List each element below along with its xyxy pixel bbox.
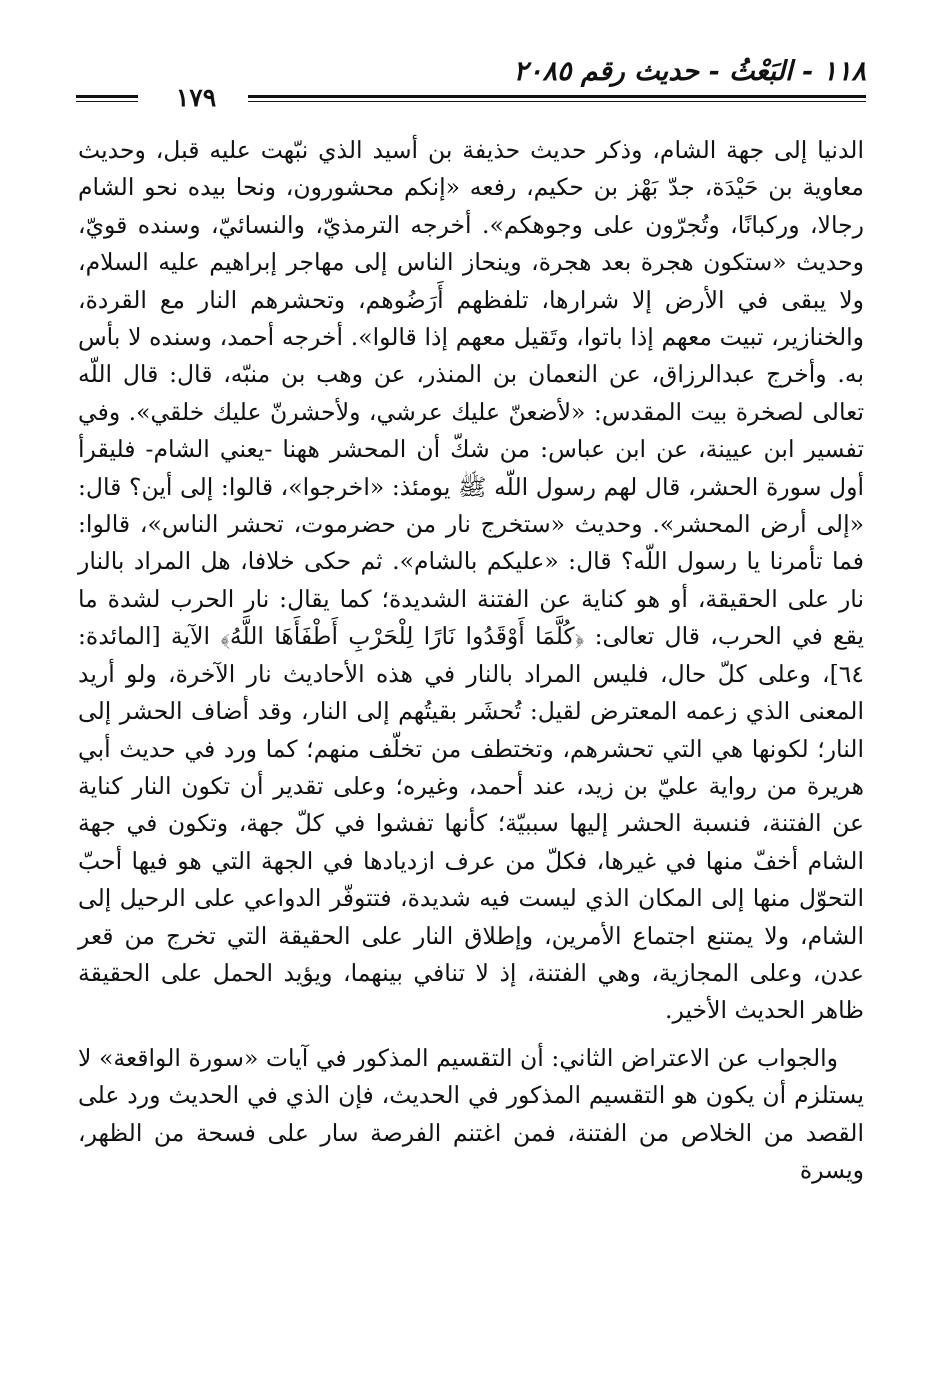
page-number: ١٧٩ — [175, 83, 217, 112]
paragraph-2: والجواب عن الاعتراض الثاني: أن التقسيم المذكور في آيات «سورة الواقعة» لا يستلزم أن يكون هو التقسيم المذكور في الحديث، فإن الذي في الحديث ورد على القصد من الخلاص من الفتنة، فمن اغتنم الفرصة سار على فسحة من الظهر، ويسرة — [78, 1043, 864, 1184]
header-rule-right-line — [248, 95, 866, 102]
body-text — [78, 132, 864, 1189]
running-title: ١١٨ - البَعْثُ - حديث رقم ٢٠٨٥ — [513, 56, 866, 87]
header-rule-left-line — [76, 95, 138, 102]
paragraph-1: الدنيا إلى جهة الشام، وذكر حديث حذيفة بن أسيد الذي نبّهت عليه قبل، وحديث معاوية بن حَيْدَة، جدّ بَهْز بن حكيم، رفعه «إنكم محشورون، ونحا بيده نحو الشام رجالا، وركبانًا، وتُجرّون على وجوهكم». أخرجه الترمذيّ، والنسائيّ، وسنده قويّ، وحديث «ستكون هجرة بعد هجرة، وينحاز الناس إلى مهاجر إبراهيم عليه السلام، ولا يبقى في الأرض إلا شرارها، تلفظهم أَرَضُوهم، وتحشرهم النار مع القردة، والخنازير، تبيت معهم إذا باتوا، وتَقيل معهم إذا قالوا». أخرجه أحمد، وسنده لا بأس به. وأخرج عبدالرزاق، عن النعمان بن المنذر، عن وهب بن منبّه، قال: قال اللّه تعالى لصخرة بيت المقدس: «لأضعنّ عليك عرشي، ولأحشرنّ عليك خلقي». وفي تفسير ابن عيينة، عن ابن عباس: من شكّ أن المحشر ههنا -يعني الشام- فليقرأ أول سورة الحشر، قال لهم رسول اللّه ﷺ يومئذ: «اخرجوا»، قالوا: إلى أين؟ قال: «إلى أرض المحشر». وحديث «ستخرج نار من حضرموت، تحشر الناس»، قالوا: فما تأمرنا يا رسول اللّه؟ قال: «عليكم بالشام». ثم حكى خلافا، هل المراد بالنار نار على الحقيقة، أو هو كناية عن الفتنة الشديدة؛ كما يقال: نار الحرب لشدة ما يقع في الحرب، قال تعالى: ﴿كُلَّمَا أَوْقَدُوا نَارًا لِلْحَرْبِ أَطْفَأَهَا اللَّهُ﴾ الآية [المائدة: ٦٤]، وعلى كلّ حال، فليس المراد بالنار في هذه الأحاديث نار الآخرة، ولو أريد المعنى الذي زعمه المعترض لقيل: تُحشَر بقيتُهم إلى النار، وقد أضاف الحشر إلى النار؛ لكونها هي التي تحشرهم، وتختطف من تخلّف منهم؛ كما ورد في حديث أبي هريرة من رواية عليّ بن زيد، عند أحمد، وغيره؛ وعلى تقدير أن تكون النار كناية عن الفتنة، فنسبة الحشر إليها سببيّة؛ كأنها تفشوا في كلّ جهة، وتكون في جهة الشام أخفّ منها في غيرها، فكلّ من عرف ازديادها في الجهة التي هو فيها أحبّ التحوّل منها إلى المكان الذي ليست فيه شديدة، فتتوفّر الدواعي على الرحيل إلى الشام، ولا يمتنع اجتماع الأمرين، وإطلاق النار على الحقيقة التي تخرج من قعر عدن، وعلى المجازية، وهي الفتنة، إذ لا تنافي بينهما، ويؤيد الحمل على الحقيقة ظاهر الحديث الأخير. — [78, 136, 865, 1025]
header-rule — [76, 83, 866, 115]
